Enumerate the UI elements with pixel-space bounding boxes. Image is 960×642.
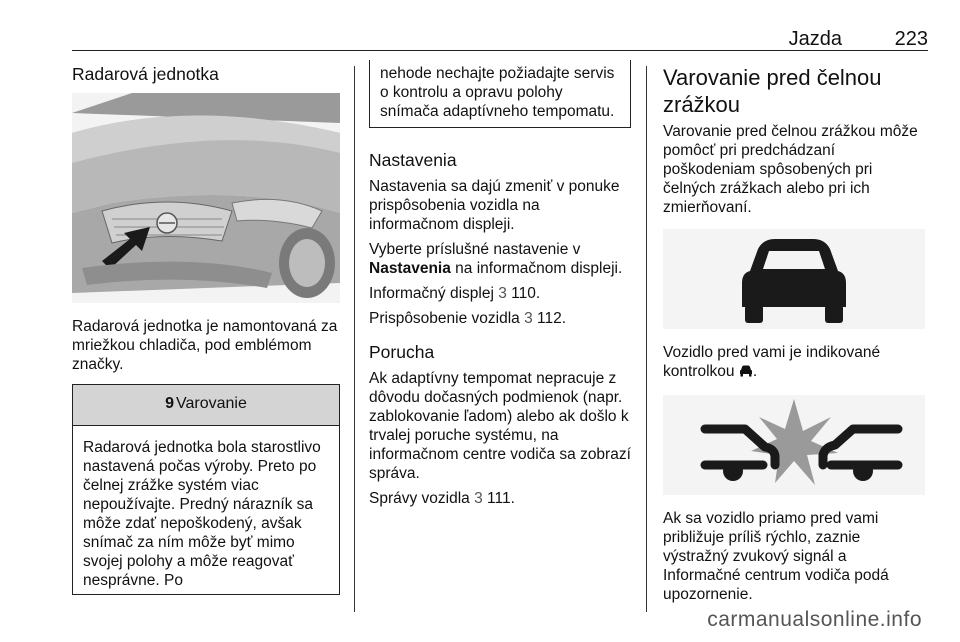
- car-front-radar-image: [72, 93, 340, 303]
- ref-vehicle-personalisation-text: Prispôsobenie vozidla: [369, 310, 520, 327]
- warning-continuation-text: nehode nechajte požiadajte servis o kontrolu a opravu polohy snímača adaptívneho tempomatu.: [380, 65, 615, 120]
- ref-info-display-page: 110.: [511, 285, 541, 302]
- column-divider-1: [354, 66, 355, 612]
- radar-body-text: Radarová jednotka je namontovaná za mriežkou chladiča, pod emblémom značky.: [72, 318, 338, 373]
- warning-text: Radarová jednotka bola starostlivo nastavená počas výroby. Preto po čelnej zrážke systém viac nepoužívajte. Predný nárazník sa môže zdať nepoškodený, avšak snímač za ním môže byť mimo svojej polohy a môže reagovať nesprávne. Po: [83, 439, 321, 589]
- ref-vehicle-messages-page: 111.: [487, 490, 515, 507]
- ref-vehicle-personalisation[interactable]: [369, 309, 631, 328]
- fault-paragraph: Ak adaptívny tempomat nepracuje z dôvodu dočasných podmienok (napr. zablokovanie ľadom) alebo ak došlo k trvalej poruche systému, na informačnom centre vodiča sa zobrazí správa.: [369, 370, 631, 482]
- collision-warning-image: [663, 395, 925, 495]
- section-title: Jazda: [788, 28, 842, 50]
- fcw-p2-text: Vozidlo pred vami je indikované kontrolkou: [663, 344, 881, 380]
- page-number: 223: [894, 28, 928, 50]
- vehicle-ahead-indicator-image: [663, 229, 925, 329]
- vehicle-ahead-icon: [739, 365, 753, 377]
- ref-vehicle-personalisation-page: 112.: [537, 310, 567, 327]
- warning-title: Varovanie: [176, 395, 247, 412]
- page-ref-arrow-icon: 3: [498, 285, 507, 302]
- fcw-p2-end: .: [752, 363, 758, 380]
- warning-body: [73, 426, 339, 594]
- column-divider-2: [646, 66, 647, 612]
- settings-heading: Nastavenia: [369, 150, 457, 170]
- page-ref-arrow-icon: 3: [524, 310, 533, 327]
- settings-keyword: Nastavenia: [369, 260, 451, 277]
- warning-continuation-box: [369, 60, 631, 128]
- column-3: [663, 64, 928, 610]
- settings-paragraph-1: Nastavenia sa dajú zmeniť v ponuke prispôsobenia vozidla na informačnom displeji.: [369, 178, 620, 233]
- warning-header: [73, 385, 339, 426]
- fault-heading: Porucha: [369, 342, 435, 362]
- ref-info-display-text: Informačný displej: [369, 285, 494, 302]
- fcw-heading: Varovanie pred čelnou zrážkou: [663, 65, 882, 117]
- column-2: [369, 60, 631, 514]
- ref-vehicle-messages-text: Správy vozidla: [369, 490, 470, 507]
- watermark: carmanualsonline.info: [707, 608, 922, 631]
- warning-triangle-icon: 9: [165, 395, 175, 412]
- settings-p2-pre: Vyberte príslušné nastavenie v: [369, 241, 581, 258]
- page-ref-arrow-icon: 3: [474, 490, 483, 507]
- fcw-paragraph-3: Ak sa vozidlo priamo pred vami približuje príliš rýchlo, zaznie výstražný zvukový signál a Informačné centrum vodiča podá upozornenie.: [663, 510, 889, 603]
- ref-info-display[interactable]: [369, 284, 631, 303]
- settings-paragraph-2: [369, 240, 631, 278]
- settings-p2-post: na informačnom displeji.: [455, 260, 623, 277]
- radar-heading: Radarová jednotka: [72, 64, 219, 84]
- fcw-paragraph-1: Varovanie pred čelnou zrážkou môže pomôcť pri predchádzaní poškodeniam spôsobených pri čelných zrážkach alebo pri ich zmierňovaní.: [663, 123, 918, 216]
- column-1: [72, 64, 340, 595]
- ref-vehicle-messages[interactable]: [369, 489, 631, 508]
- header-rule: [72, 50, 928, 51]
- fcw-paragraph-2: [663, 343, 928, 381]
- warning-box: [72, 384, 340, 595]
